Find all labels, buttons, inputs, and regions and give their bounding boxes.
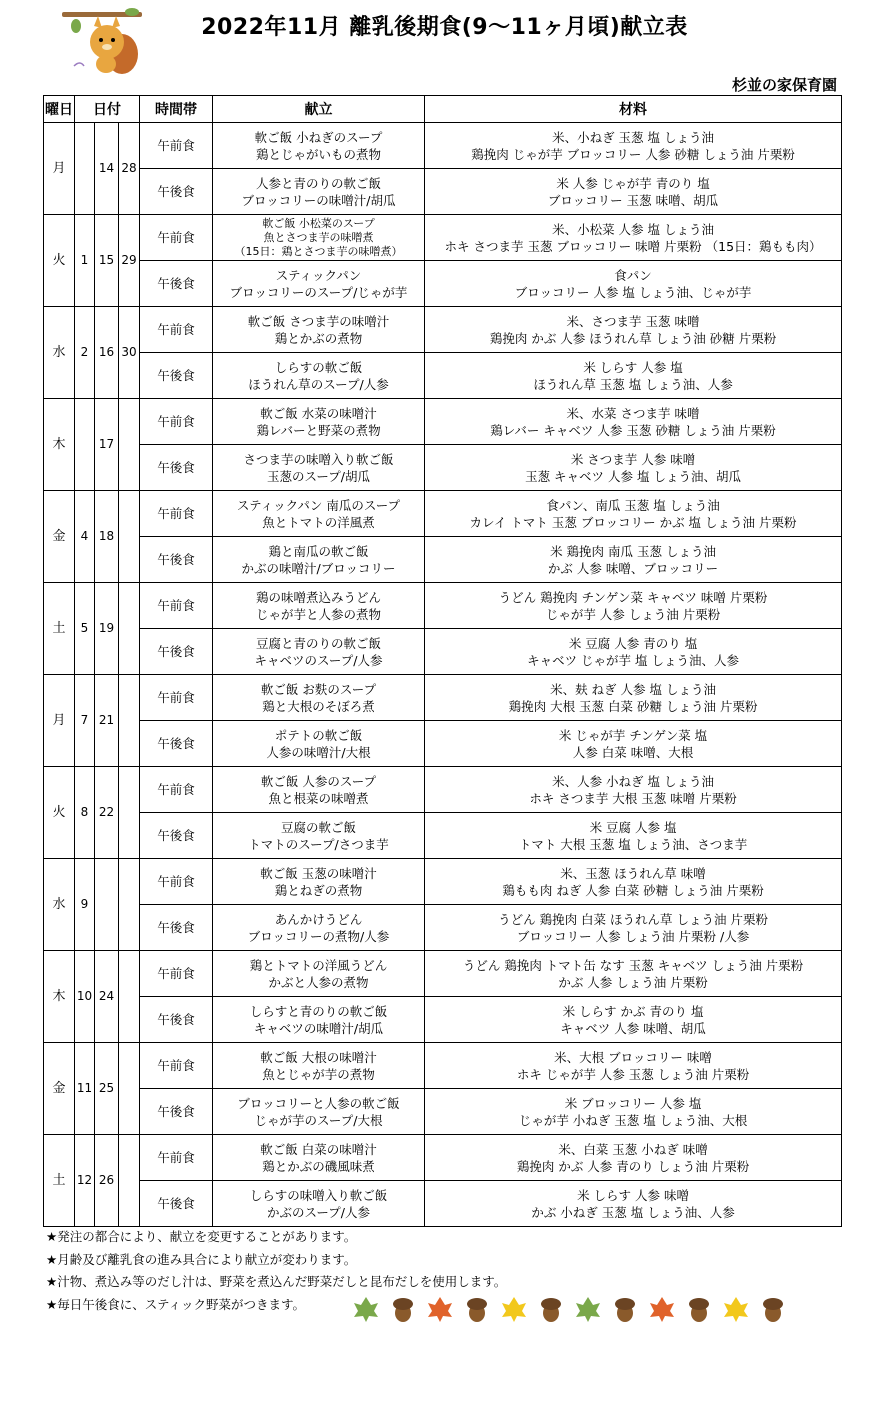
menu-cell: [213, 721, 425, 767]
materials-line: 米 さつま芋 人参 味噌: [570, 451, 696, 467]
date-cell: 8: [75, 767, 95, 859]
menu-cell: [213, 491, 425, 537]
date-cell: [75, 399, 95, 491]
materials-cell: [425, 859, 842, 905]
weekday-cell: 木: [44, 951, 75, 1043]
time-slot-cell: 午後食: [140, 905, 213, 951]
weekday-cell: 土: [44, 583, 75, 675]
menu-cell: [213, 583, 425, 629]
page-title: 2022年11月 離乳後期食(9～11ヶ月頃)献立表: [201, 15, 688, 40]
materials-line: 米、玉葱 ほうれん草 味噌: [560, 865, 706, 881]
menu-line: 鶏とじゃがいもの煮物: [256, 146, 382, 162]
date-cell: 1: [75, 215, 95, 307]
materials-line: ブロッコリー 玉葱 味噌、胡瓜: [547, 192, 719, 208]
table-row: [44, 537, 842, 583]
time-slot-cell: 午前食: [140, 951, 213, 997]
materials-cell: [425, 399, 842, 445]
acorn-icon: [615, 1298, 635, 1322]
materials-line: 米 じゃが芋 チンゲン菜 塩: [558, 727, 708, 743]
date-cell: 11: [75, 1043, 95, 1135]
materials-line: 米、水菜 さつま芋 味噌: [566, 405, 700, 421]
materials-line: ほうれん草 玉葱 塩 しょう油、人参: [533, 376, 733, 392]
leaf-icon: [724, 1297, 748, 1322]
date-cell: [119, 859, 140, 951]
date-cell: 14: [95, 123, 119, 215]
menu-cell: [213, 215, 425, 261]
menu-line: かぶと人参の煮物: [268, 974, 369, 990]
header-materials: 材料: [425, 96, 842, 123]
materials-cell: [425, 123, 842, 169]
menu-line: 魚とじゃが芋の煮物: [262, 1066, 375, 1082]
date-cell: 17: [95, 399, 119, 491]
date-cell: 25: [95, 1043, 119, 1135]
materials-cell: [425, 997, 842, 1043]
materials-line: 鶏レバー キャベツ 人参 玉葱 砂糖 しょう油 片栗粉: [490, 422, 776, 438]
time-slot-cell: 午前食: [140, 767, 213, 813]
table-header-row: [44, 96, 842, 123]
materials-line: 食パン、南瓜 玉葱 塩 しょう油: [546, 497, 720, 513]
time-slot-cell: 午後食: [140, 261, 213, 307]
materials-line: 米 人参 じゃが芋 青のり 塩: [556, 175, 710, 191]
time-slot-cell: 午前食: [140, 1135, 213, 1181]
menu-cell: [213, 353, 425, 399]
table-row: [44, 583, 842, 629]
materials-line: 鶏挽肉 かぶ 人参 ほうれん草 しょう油 砂糖 片栗粉: [489, 330, 777, 346]
menu-line: かぶの味噌汁/ブロッコリー: [241, 560, 396, 576]
table-row: [44, 445, 842, 491]
time-slot-cell: 午前食: [140, 399, 213, 445]
menu-line: 軟ご飯 お麩のスープ: [260, 681, 377, 697]
acorn-icon: [393, 1298, 413, 1322]
menu-line: （15日：鶏とさつま芋の味噌煮）: [234, 244, 403, 258]
menu-line: しらすと青のりの軟ご飯: [249, 1003, 388, 1019]
materials-line: 鶏挽肉 かぶ 人参 青のり しょう油 片栗粉: [516, 1158, 750, 1174]
weekday-cell: 水: [44, 859, 75, 951]
nursery-name: 杉並の家保育園: [731, 76, 837, 94]
table-row: [44, 399, 842, 445]
menu-line: 豆腐と青のりの軟ご飯: [256, 635, 382, 651]
table-row: [44, 169, 842, 215]
header-menu: 献立: [213, 96, 425, 123]
table-row: [44, 215, 842, 261]
date-cell: 4: [75, 491, 95, 583]
menu-cell: [213, 813, 425, 859]
leaf-icon: [354, 1297, 378, 1322]
weekday-cell: 月: [44, 675, 75, 767]
weekday-cell: 金: [44, 1043, 75, 1135]
header-weekday: 曜日: [44, 96, 75, 123]
materials-cell: [425, 767, 842, 813]
materials-cell: [425, 537, 842, 583]
menu-cell: [213, 169, 425, 215]
materials-cell: [425, 905, 842, 951]
time-slot-cell: 午前食: [140, 491, 213, 537]
weekday-cell: 土: [44, 1135, 75, 1227]
weekday-cell: 月: [44, 123, 75, 215]
materials-line: 米、小松菜 人参 塩 しょう油: [552, 221, 714, 237]
menu-cell: [213, 445, 425, 491]
table-row: [44, 491, 842, 537]
materials-line: うどん 鶏挽肉 白菜 ほうれん草 しょう油 片栗粉: [498, 911, 768, 927]
table-row: [44, 1089, 842, 1135]
menu-line: 軟ご飯 人参のスープ: [260, 773, 377, 789]
date-cell: 28: [119, 123, 140, 215]
menu-line: 軟ご飯 小ねぎのスープ: [254, 129, 383, 145]
materials-line: ブロッコリー 人参 塩 しょう油、じゃが芋: [514, 284, 752, 300]
note-item: ★発注の都合により、献立を変更することがあります。: [46, 1229, 357, 1244]
date-cell: 10: [75, 951, 95, 1043]
note-item: ★月齢及び離乳食の進み具合により献立が変わります。: [46, 1251, 357, 1267]
menu-line: かぶのスープ/人参: [267, 1204, 371, 1220]
menu-cell: [213, 399, 425, 445]
materials-cell: [425, 261, 842, 307]
date-cell: 12: [75, 1135, 95, 1227]
table-row: [44, 997, 842, 1043]
time-slot-cell: 午後食: [140, 1181, 213, 1227]
time-slot-cell: 午前食: [140, 859, 213, 905]
table-row: [44, 675, 842, 721]
materials-line: ホキ さつま芋 大根 玉葱 味噌 片栗粉: [529, 790, 737, 806]
date-cell: 16: [95, 307, 119, 399]
materials-line: じゃが芋 人参 しょう油 片栗粉: [545, 606, 721, 622]
materials-line: 鶏もも肉 ねぎ 人参 白菜 砂糖 しょう油 片栗粉: [502, 882, 764, 898]
menu-cell: [213, 675, 425, 721]
table-row: [44, 307, 842, 353]
squirrel-icon: [62, 4, 147, 79]
date-cell: 2: [75, 307, 95, 399]
date-cell: 18: [95, 491, 119, 583]
acorn-icon: [763, 1298, 783, 1322]
date-cell: [119, 1135, 140, 1227]
time-slot-cell: 午後食: [140, 537, 213, 583]
menu-cell: [213, 859, 425, 905]
date-cell: [119, 767, 140, 859]
materials-cell: [425, 307, 842, 353]
table-row: [44, 629, 842, 675]
menu-line: 軟ご飯 大根の味噌汁: [260, 1049, 377, 1065]
materials-cell: [425, 675, 842, 721]
materials-line: トマト 大根 玉葱 塩 しょう油、さつま芋: [518, 836, 748, 852]
materials-line: 米 豆腐 人参 青のり 塩: [568, 635, 698, 651]
table-row: [44, 1043, 842, 1089]
menu-line: しらすの軟ご飯: [274, 359, 363, 375]
materials-line: ホキ じゃが芋 人参 玉葱 しょう油 片栗粉: [516, 1066, 750, 1082]
table-row: [44, 905, 842, 951]
date-cell: [75, 123, 95, 215]
time-slot-cell: 午後食: [140, 353, 213, 399]
materials-line: 米、麸 ねぎ 人参 塩 しょう油: [550, 681, 716, 697]
menu-line: 鶏とねぎの煮物: [274, 882, 363, 898]
menu-cell: [213, 905, 425, 951]
menu-line: 鶏とかぶの煮物: [274, 330, 363, 346]
date-cell: 7: [75, 675, 95, 767]
materials-line: ブロッコリー 人参 しょう油 片栗粉 /人参: [516, 928, 750, 944]
menu-line: ポテトの軟ご飯: [274, 727, 363, 743]
materials-line: キャベツ じゃが芋 塩 しょう油、人参: [527, 652, 739, 668]
menu-cell: [213, 767, 425, 813]
menu-line: じゃが芋と人参の煮物: [256, 606, 382, 622]
leaf-icon: [576, 1297, 600, 1322]
menu-line: 鶏レバーと野菜の煮物: [256, 422, 381, 438]
menu-line: 人参と青のりの軟ご飯: [256, 175, 382, 191]
menu-cell: [213, 997, 425, 1043]
menu-cell: [213, 261, 425, 307]
weekday-cell: 木: [44, 399, 75, 491]
materials-cell: [425, 1089, 842, 1135]
materials-cell: [425, 721, 842, 767]
menu-cell: [213, 123, 425, 169]
materials-line: 食パン: [614, 267, 652, 283]
weekday-cell: 火: [44, 215, 75, 307]
note-item: ★毎日午後食に、スティック野菜がつきます。: [46, 1296, 305, 1312]
date-cell: [119, 491, 140, 583]
materials-line: 米 しらす 人参 塩: [583, 359, 683, 375]
materials-line: 米 しらす 人参 味噌: [577, 1187, 689, 1203]
time-slot-cell: 午後食: [140, 813, 213, 859]
menu-line: 軟ご飯 玉葱の味噌汁: [260, 865, 377, 881]
materials-line: キャベツ 人参 味噌、胡瓜: [560, 1020, 706, 1036]
weekday-cell: 水: [44, 307, 75, 399]
time-slot-cell: 午後食: [140, 445, 213, 491]
menu-table: [43, 95, 842, 1227]
materials-line: 鶏挽肉 じゃが芋 ブロッコリー 人参 砂糖 しょう油 片栗粉: [471, 146, 795, 162]
materials-cell: [425, 169, 842, 215]
materials-line: 米 鶏挽肉 南瓜 玉葱 しょう油: [550, 543, 716, 559]
materials-line: 米、小ねぎ 玉葱 塩 しょう油: [552, 129, 714, 145]
materials-line: 米、白菜 玉葱 小ねぎ 味噌: [558, 1141, 708, 1157]
menu-line: ブロッコリーのスープ/じゃが芋: [229, 284, 408, 300]
date-cell: 29: [119, 215, 140, 307]
date-cell: 26: [95, 1135, 119, 1227]
leaf-icon: [502, 1297, 526, 1322]
autumn-leaves-acorns-icon: [348, 1292, 793, 1326]
menu-line: ブロッコリーの味噌汁/胡瓜: [241, 192, 396, 208]
materials-line: うどん 鶏挽肉 トマト缶 なす 玉葱 キャベツ しょう油 片栗粉: [462, 957, 804, 973]
menu-cell: [213, 1089, 425, 1135]
date-cell: 21: [95, 675, 119, 767]
date-cell: 22: [95, 767, 119, 859]
table-row: [44, 721, 842, 767]
time-slot-cell: 午前食: [140, 583, 213, 629]
date-cell: 19: [95, 583, 119, 675]
menu-cell: [213, 629, 425, 675]
table-row: [44, 859, 842, 905]
materials-cell: [425, 951, 842, 997]
date-cell: 9: [75, 859, 95, 951]
acorn-icon: [541, 1298, 561, 1322]
menu-line: 人参の味噌汁/大根: [266, 744, 371, 760]
menu-line: スティックパン: [275, 267, 362, 283]
materials-line: 米、大根 ブロッコリー 味噌: [554, 1049, 712, 1065]
menu-cell: [213, 1181, 425, 1227]
date-cell: [119, 951, 140, 1043]
table-row: [44, 353, 842, 399]
materials-cell: [425, 629, 842, 675]
materials-line: カレイ トマト 玉葱 ブロッコリー かぶ 塩 しょう油 片栗粉: [469, 514, 797, 530]
time-slot-cell: 午後食: [140, 1089, 213, 1135]
leaf-icon: [428, 1297, 452, 1322]
acorn-icon: [467, 1298, 487, 1322]
menu-cell: [213, 1043, 425, 1089]
menu-cell: [213, 951, 425, 997]
leaf-icon: [650, 1297, 674, 1322]
date-cell: 24: [95, 951, 119, 1043]
table-row: [44, 1135, 842, 1181]
menu-line: さつま芋の味噌入り軟ご飯: [243, 451, 394, 467]
materials-cell: [425, 445, 842, 491]
menu-line: じゃが芋のスープ/大根: [254, 1112, 383, 1128]
materials-line: かぶ 人参 味噌、ブロッコリー: [547, 560, 719, 576]
menu-line: 軟ご飯 白菜の味噌汁: [260, 1141, 377, 1157]
table-row: [44, 1181, 842, 1227]
table-row: [44, 767, 842, 813]
table-row: [44, 813, 842, 859]
menu-line: 魚とトマトの洋風煮: [262, 514, 375, 530]
materials-cell: [425, 491, 842, 537]
menu-line: スティックパン 南瓜のスープ: [236, 497, 401, 513]
time-slot-cell: 午前食: [140, 675, 213, 721]
date-cell: [119, 583, 140, 675]
materials-line: 米 豆腐 人参 塩: [589, 819, 677, 835]
materials-line: 人参 白菜 味噌、大根: [572, 744, 694, 760]
time-slot-cell: 午後食: [140, 721, 213, 767]
weekday-cell: 金: [44, 491, 75, 583]
date-cell: 15: [95, 215, 119, 307]
date-cell: [95, 859, 119, 951]
header-time: 時間帯: [140, 96, 213, 123]
materials-line: 玉葱 キャベツ 人参 塩 しょう油、胡瓜: [525, 468, 741, 484]
menu-line: しらすの味噌入り軟ご飯: [249, 1187, 388, 1203]
materials-line: かぶ 人参 しょう油 片栗粉: [558, 974, 708, 990]
acorn-icon: [689, 1298, 709, 1322]
table-row: [44, 951, 842, 997]
materials-cell: [425, 353, 842, 399]
time-slot-cell: 午後食: [140, 629, 213, 675]
materials-line: 米 しらす かぶ 青のり 塩: [562, 1003, 704, 1019]
weekday-cell: 火: [44, 767, 75, 859]
time-slot-cell: 午前食: [140, 1043, 213, 1089]
menu-line: 軟ご飯 水菜の味噌汁: [260, 405, 377, 421]
menu-cell: [213, 1135, 425, 1181]
menu-line: キャベツのスープ/人参: [254, 652, 383, 668]
table-row: [44, 261, 842, 307]
menu-cell: [213, 307, 425, 353]
menu-line: 豆腐の軟ご飯: [281, 819, 357, 835]
materials-line: ホキ さつま芋 玉葱 ブロッコリー 味噌 片栗粉 （15日：鶏もも肉）: [444, 238, 822, 254]
table-row: [44, 123, 842, 169]
materials-cell: [425, 583, 842, 629]
menu-cell: [213, 537, 425, 583]
materials-cell: [425, 813, 842, 859]
menu-line: 鶏とかぶの磯風味煮: [262, 1158, 375, 1174]
materials-cell: [425, 1135, 842, 1181]
menu-line: 鶏と南瓜の軟ご飯: [268, 543, 369, 559]
menu-line: 玉葱のスープ/胡瓜: [267, 468, 371, 484]
date-cell: [119, 1043, 140, 1135]
date-cell: 5: [75, 583, 95, 675]
menu-line: あんかけうどん: [274, 911, 363, 927]
note-item: ★汁物、煮込み等のだし汁は、野菜を煮込んだ野菜だしと昆布だしを使用します。: [46, 1274, 507, 1289]
time-slot-cell: 午前食: [140, 123, 213, 169]
materials-cell: [425, 1043, 842, 1089]
time-slot-cell: 午後食: [140, 169, 213, 215]
time-slot-cell: 午前食: [140, 215, 213, 261]
menu-line: 軟ご飯 さつま芋の味噌汁: [247, 313, 390, 329]
menu-line: トマトのスープ/さつま芋: [248, 836, 389, 852]
header-date: 日付: [75, 96, 140, 123]
menu-line: 鶏と大根のそぼろ煮: [262, 698, 375, 714]
materials-line: うどん 鶏挽肉 チンゲン菜 キャベツ 味噌 片栗粉: [498, 589, 768, 605]
time-slot-cell: 午前食: [140, 307, 213, 353]
date-cell: [119, 399, 140, 491]
time-slot-cell: 午後食: [140, 997, 213, 1043]
menu-line: 魚とさつま芋の味噌煮: [263, 230, 374, 244]
menu-line: ほうれん草のスープ/人参: [248, 376, 389, 392]
menu-line: ブロッコリーの煮物/人参: [247, 928, 390, 944]
date-cell: [119, 675, 140, 767]
menu-line: キャベツの味噌汁/胡瓜: [253, 1020, 384, 1036]
menu-line: 魚と根菜の味噌煮: [268, 790, 369, 806]
materials-line: 米 ブロッコリー 人参 塩: [564, 1095, 702, 1111]
menu-line: ブロッコリーと人参の軟ご飯: [237, 1095, 400, 1111]
menu-line: 軟ご飯 小松菜のスープ: [262, 216, 375, 230]
materials-line: 鶏挽肉 大根 玉葱 白菜 砂糖 しょう油 片栗粉: [508, 698, 758, 714]
menu-line: 鶏とトマトの洋風うどん: [249, 957, 388, 973]
materials-line: かぶ 小ねぎ 玉葱 塩 しょう油、人参: [531, 1204, 735, 1220]
materials-cell: [425, 215, 842, 261]
menu-line: 鶏の味噌煮込みうどん: [256, 589, 382, 605]
materials-line: 米、さつま芋 玉葱 味噌: [566, 313, 700, 329]
date-cell: 30: [119, 307, 140, 399]
materials-line: 米、人参 小ねぎ 塩 しょう油: [552, 773, 714, 789]
materials-cell: [425, 1181, 842, 1227]
materials-line: じゃが芋 小ねぎ 玉葱 塩 しょう油、大根: [518, 1112, 748, 1128]
